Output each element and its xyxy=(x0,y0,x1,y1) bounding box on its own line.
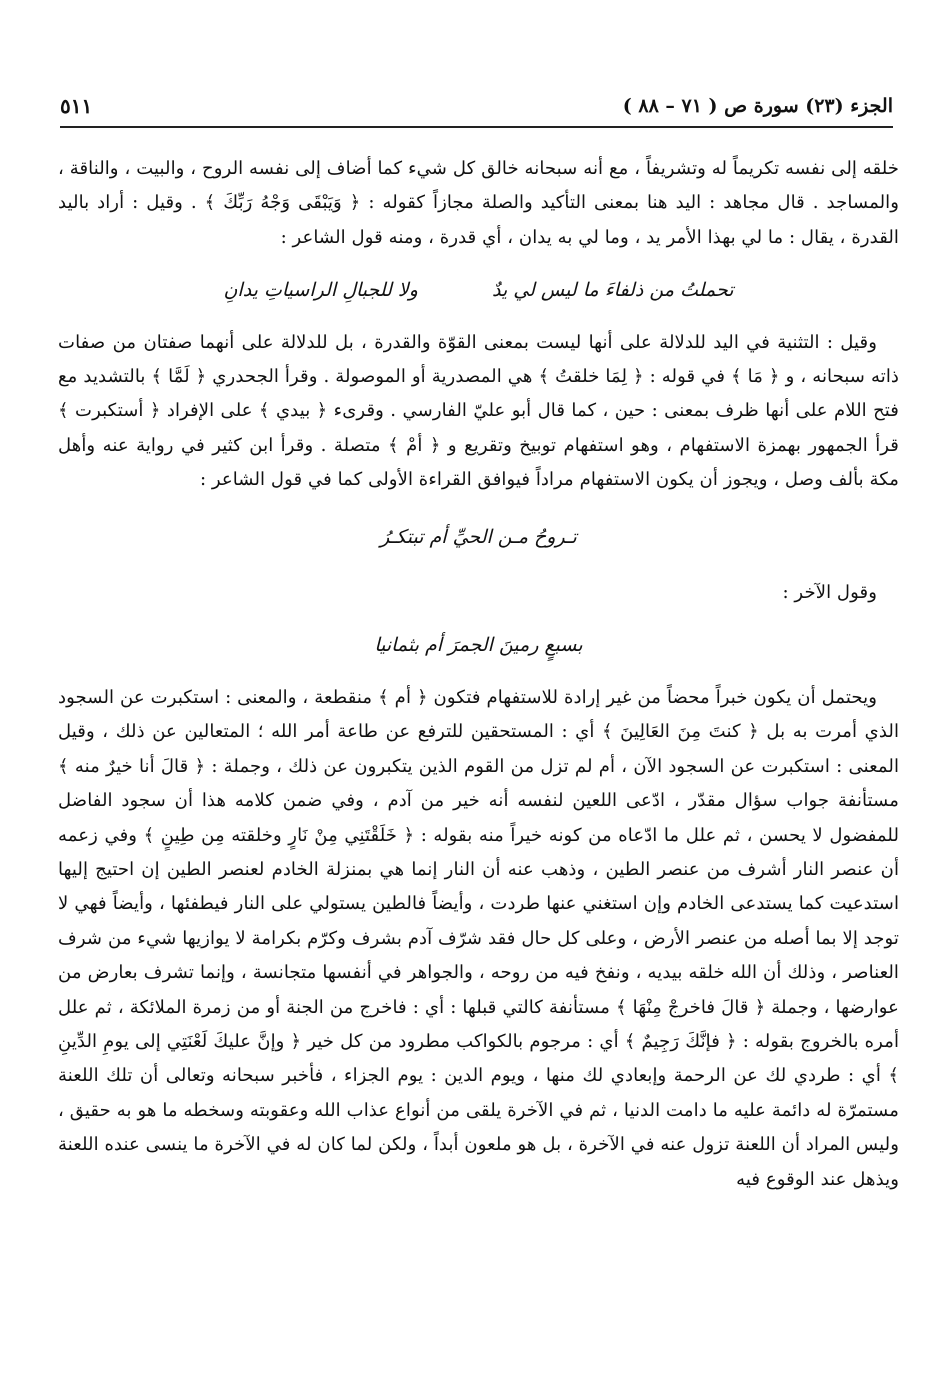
verse-1-first-hemistich: تحملتُ من ذلفاءَ ما ليس لي يدٌ xyxy=(491,279,734,302)
poetry-verse-1 xyxy=(58,273,899,307)
paragraph-3: وقول الآخر : xyxy=(782,582,877,604)
page-body xyxy=(58,152,899,1197)
running-header xyxy=(60,86,893,128)
header-title: الجزء (٢٣) سورة ص ( ٧١ – ٨٨ ) xyxy=(622,95,893,117)
paragraph-2: وقيل : التثنية في اليد للدلالة على أنها ليست بمعنى القوّة والقدرة ، بل للدلالة على أنهما صفتان من صفات ذاته سبحانه ، و ﴿ مَا ﴾ في قوله : ﴿ لِمَا خلقتُ ﴾ هي المصدرية أو الموصولة . وقرأ الجحدري ﴿ لَمَّا ﴾ بالتشديد مع فتح اللام على أنها ظرف بمعنى : حين ، كما قال أبو عليّ الفارسي . وقرىء ﴿ بيدي ﴾ على الإفراد ﴿ أستكبرت ﴾ قرأ الجمهور بهمزة الاستفهام ، وهو استفهام توبيخ وتقريع و ﴿ أمْ ﴾ متصلة . وقرأ ابن كثير في رواية عنه وأهل مكة بألف وصل ، ويجوز أن يكون الاستفهام مراداً فيوافق القراءة الأولى كما في قول الشاعر : xyxy=(58,331,899,491)
poetry-verse-2: تـروحُ مـن الحيِّ أم تبتكـرُ xyxy=(380,525,577,548)
poetry-verse-3: بسبعٍ رمينَ الجمرَ أم بثمانيا xyxy=(374,634,583,657)
verse-1-second-hemistich: ولا للجبالِ الراسياتِ يدانِ xyxy=(223,279,418,302)
paragraph-1: خلقه إلى نفسه تكريماً له وتشريفاً ، مع أنه سبحانه خالق كل شيء كما أضاف إلى نفسه الروح ، والبيت ، والناقة ، والمساجد . قال مجاهد : اليد هنا بمعنى التأكيد والصلة مجازاً كقوله : ﴿ وَيَبْقَى وَجْهُ رَبِّكَ ﴾ . وقيل : أراد باليد القدرة ، يقال : ما لي بهذا الأمر يد ، وما لي به يدان ، أي قدرة ، ومنه قول الشاعر : xyxy=(58,158,899,248)
paragraph-4: ويحتمل أن يكون خبراً محضاً من غير إرادة للاستفهام فتكون ﴿ أم ﴾ منقطعة ، والمعنى : استكبرت عن السجود الذي أمرت به بل ﴿ كنتَ مِنَ العَالِينَ ﴾ أي : المستحقين للترفع عن طاعة أمر الله ؛ المتعالين عن ذلك ، وقيل المعنى : استكبرت عن السجود الآن ، أم لم تزل من القوم الذين يتكبرون عن ذلك ، وجملة : ﴿ قالَ أنا خيرٌ منه ﴾ مستأنفة جواب سؤال مقدّر ، ادّعى اللعين لنفسه أنه خير من آدم ، وفي ضمن كلامه هذا أن سجود الفاضل للمفضول لا يحسن ، ثم علل ما ادّعاه من كونه خيراً منه بقوله : ﴿ خَلَقْتَنِي مِنْ نَارٍ وخلقته مِن طِينٍ ﴾ وفي زعمه أن عنصر النار أشرف من عنصر الطين ، وذهب عنه أن النار إنما هي بمنزلة الخادم لعنصر الطين إن احتيج إليها استدعيت كما يستدعى الخادم وإن استغني عنها طردت ، وأيضاً فالطين يستولي على النار فيطفئها ، وأيضاً فهي لا توجد إلا بما أصله من عنصر الأرض ، وعلى كل حال فقد شرّف آدم بشرف وكرّم بكرامة لا يوازيها شيء من شرف العناصر ، وذلك أن الله خلقه بيديه ، ونفخ فيه من روحه ، والجواهر في أنفسها متجانسة ، وإنما تشرف بعارض من عوارضها ، وجملة ﴿ قالَ فاخرجْ مِنْهَا ﴾ مستأنفة كالتي قبلها : أي : فاخرج من الجنة أو من زمرة الملائكة ، ثم علل أمره بالخروج بقوله : ﴿ فإنَّكَ رَجِيمٌ ﴾ أي : مرجوم بالكواكب مطرود من كل خير ﴿ وإنَّ عليكَ لَعْنَتِي إلى يومِ الدِّينِ ﴾ أي : طردي لك عن الرحمة وإبعادي لك منها ، ويوم الدين : يوم الجزاء ، فأخبر سبحانه وتعالى أن تلك اللعنة مستمرّة له دائمة عليه ما دامت الدنيا ، ثم في الآخرة يلقى من أنواع عذاب الله وعقوبته وسخطه ما هو به حقيق ، وليس المراد أن اللعنة تزول عنه في الآخرة ، بل هو ملعون أبداً ، ولكن لما كان له في الآخرة ما ينسى عنده اللعنة ويذهل عند الوقوع فيه xyxy=(58,686,899,1190)
page-number: ٥١١ xyxy=(60,94,93,118)
